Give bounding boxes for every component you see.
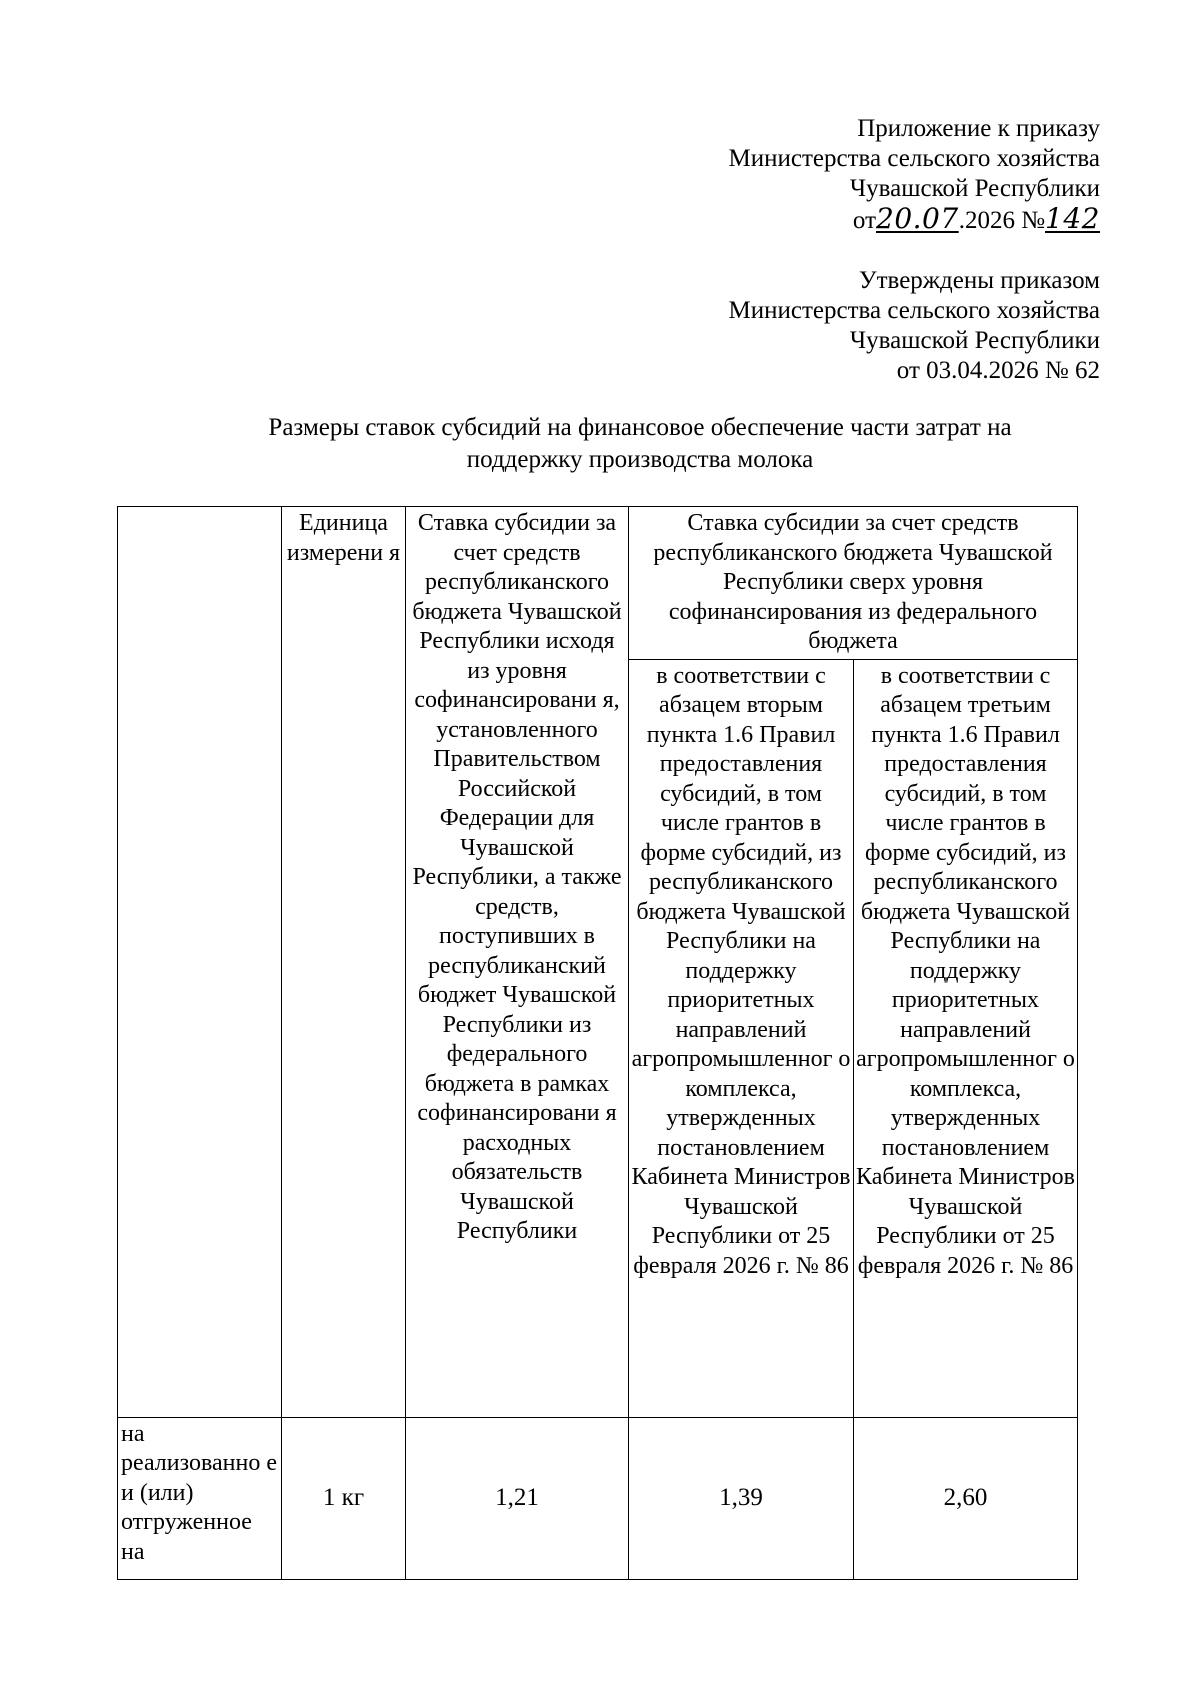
approved-line: Чувашской Республики <box>849 327 1100 354</box>
row-rate-paragraph-three: 2,60 <box>854 1417 1078 1579</box>
row-rate-paragraph-two: 1,39 <box>629 1417 854 1579</box>
date-year: .2026 <box>958 207 1015 234</box>
appendix-line: Приложение к приказу <box>857 115 1100 142</box>
header-sub-paragraph-two: в соответствии с абзацем вторым пункта 1.6 Правил предоставления субсидий, в том числе грантов в форме субсидий, из республиканского бюджета Чувашской Республики на поддержку приоритетных направлений агропромышленног о комплекса, утвержденных постановлением Кабинета Министров Чувашской Республики от 25 февраля 2026 г. № 86 <box>629 659 854 1417</box>
approved-line: от 03.04.2026 № 62 <box>896 357 1100 384</box>
approved-line: Министерства сельского хозяйства <box>728 297 1100 324</box>
date-prefix: от <box>852 207 877 234</box>
table-row <box>118 1417 1078 1579</box>
table-header-row <box>118 507 1078 660</box>
document-title <box>210 412 1070 476</box>
subsidy-rates-table <box>117 506 1078 1580</box>
approved-line: Утверждены приказом <box>858 267 1100 294</box>
header-empty-cell <box>118 507 282 1418</box>
header-above-cofinancing: Ставка субсидии за счет средств республиканского бюджета Чувашской Республики сверх уровня софинансирования из федерального бюджета <box>629 507 1078 660</box>
appendix-header <box>729 114 1100 236</box>
handwritten-number: 142 <box>1045 202 1100 235</box>
title-line: Размеры ставок субсидий на финансовое обеспечение части затрат на <box>268 414 1012 441</box>
row-unit: 1 кг <box>282 1417 406 1579</box>
handwritten-date: 20.07 <box>876 202 959 235</box>
number-prefix: № <box>1021 207 1046 234</box>
header-regional-rate: Ставка субсидии за счет средств республиканского бюджета Чувашской Республики исходя из уровня софинансировани я, установленного Правительством Российской Федерации для Чувашской Республики, а также средств, поступивших в республиканский бюджет Чувашской Республики из федерального бюджета в рамках софинансировани я расходных обязательств Чувашской Республики <box>406 507 629 1418</box>
title-line: поддержку производства молока <box>466 446 814 473</box>
row-regional-rate: 1,21 <box>406 1417 629 1579</box>
appendix-line: Чувашской Республики <box>849 175 1100 202</box>
header-unit: Единица измерени я <box>282 507 406 1418</box>
header-sub-paragraph-three: в соответствии с абзацем третьим пункта 1.6 Правил предоставления субсидий, в том числе грантов в форме субсидий, из республиканского бюджета Чувашской Республики на поддержку приоритетных направлений агропромышленног о комплекса, утвержденных постановлением Кабинета Министров Чувашской Республики от 25 февраля 2026 г. № 86 <box>854 659 1078 1417</box>
row-label: на реализованно е и (или) отгруженное на <box>118 1417 282 1579</box>
appendix-date-line <box>729 204 1100 236</box>
approved-header <box>729 266 1100 386</box>
appendix-line: Министерства сельского хозяйства <box>728 145 1100 172</box>
